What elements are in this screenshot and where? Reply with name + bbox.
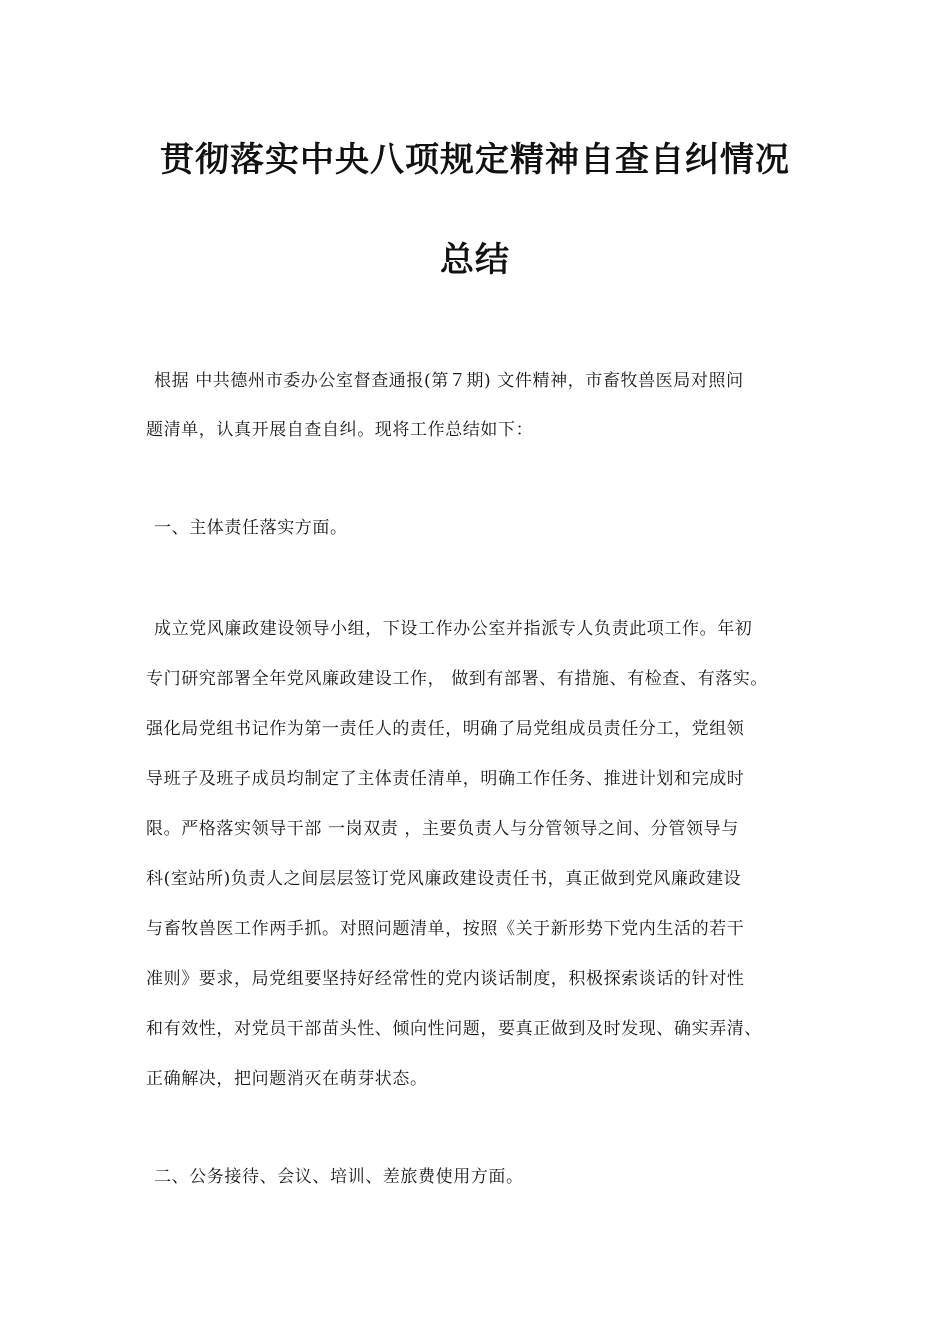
document-title: 贯彻落实中央八项规定精神自查自纠情况 [160, 140, 790, 180]
section-heading-1: 一、主体责任落实方面。 [154, 518, 348, 538]
section-heading-2: 二、公务接待、会议、培训、差旅费使用方面。 [154, 1167, 524, 1187]
intro-line: 根据 中共德州市委办公室督查通报(第７期) 文件精神，市畜牧兽医局对照问 [154, 371, 744, 391]
section1-line: 限。严格落实领导干部 一岗双责 ，主要负责人与分管领导之间、分管领导与 [146, 819, 739, 839]
section1-line: 和有效性，对党员干部苗头性、倾向性问题，要真正做到及时发现、确实弄清、 [146, 1019, 762, 1039]
section1-line: 强化局党组书记作为第一责任人的责任，明确了局党组成员责任分工，党组领 [146, 719, 745, 739]
section1-line: 准则》要求，局党组要坚持好经常性的党内谈话制度，积极探索谈话的针对性 [146, 969, 745, 989]
section1-line: 专门研究部署全年党风廉政建设工作， 做到有部署、有措施、有检查、有落实。 [146, 669, 769, 689]
section1-line: 成立党风廉政建设领导小组，下设工作办公室并指派专人负责此项工作。年初 [154, 619, 753, 639]
intro-line: 题清单，认真开展自查自纠。现将工作总结如下： [146, 420, 534, 440]
document-title-continued: 总结 [440, 240, 510, 280]
section1-line: 正确解决，把问题消灭在萌芽状态。 [146, 1069, 428, 1089]
section1-line: 导班子及班子成员均制定了主体责任清单，明确工作任务、推进计划和完成时 [146, 769, 745, 789]
section1-line: 科(室站所)负责人之间层层签订党风廉政建设责任书，真正做到党风廉政建设 [146, 869, 742, 889]
section1-line: 与畜牧兽医工作两手抓。对照问题清单，按照《关于新形势下党内生活的若干 [146, 919, 745, 939]
